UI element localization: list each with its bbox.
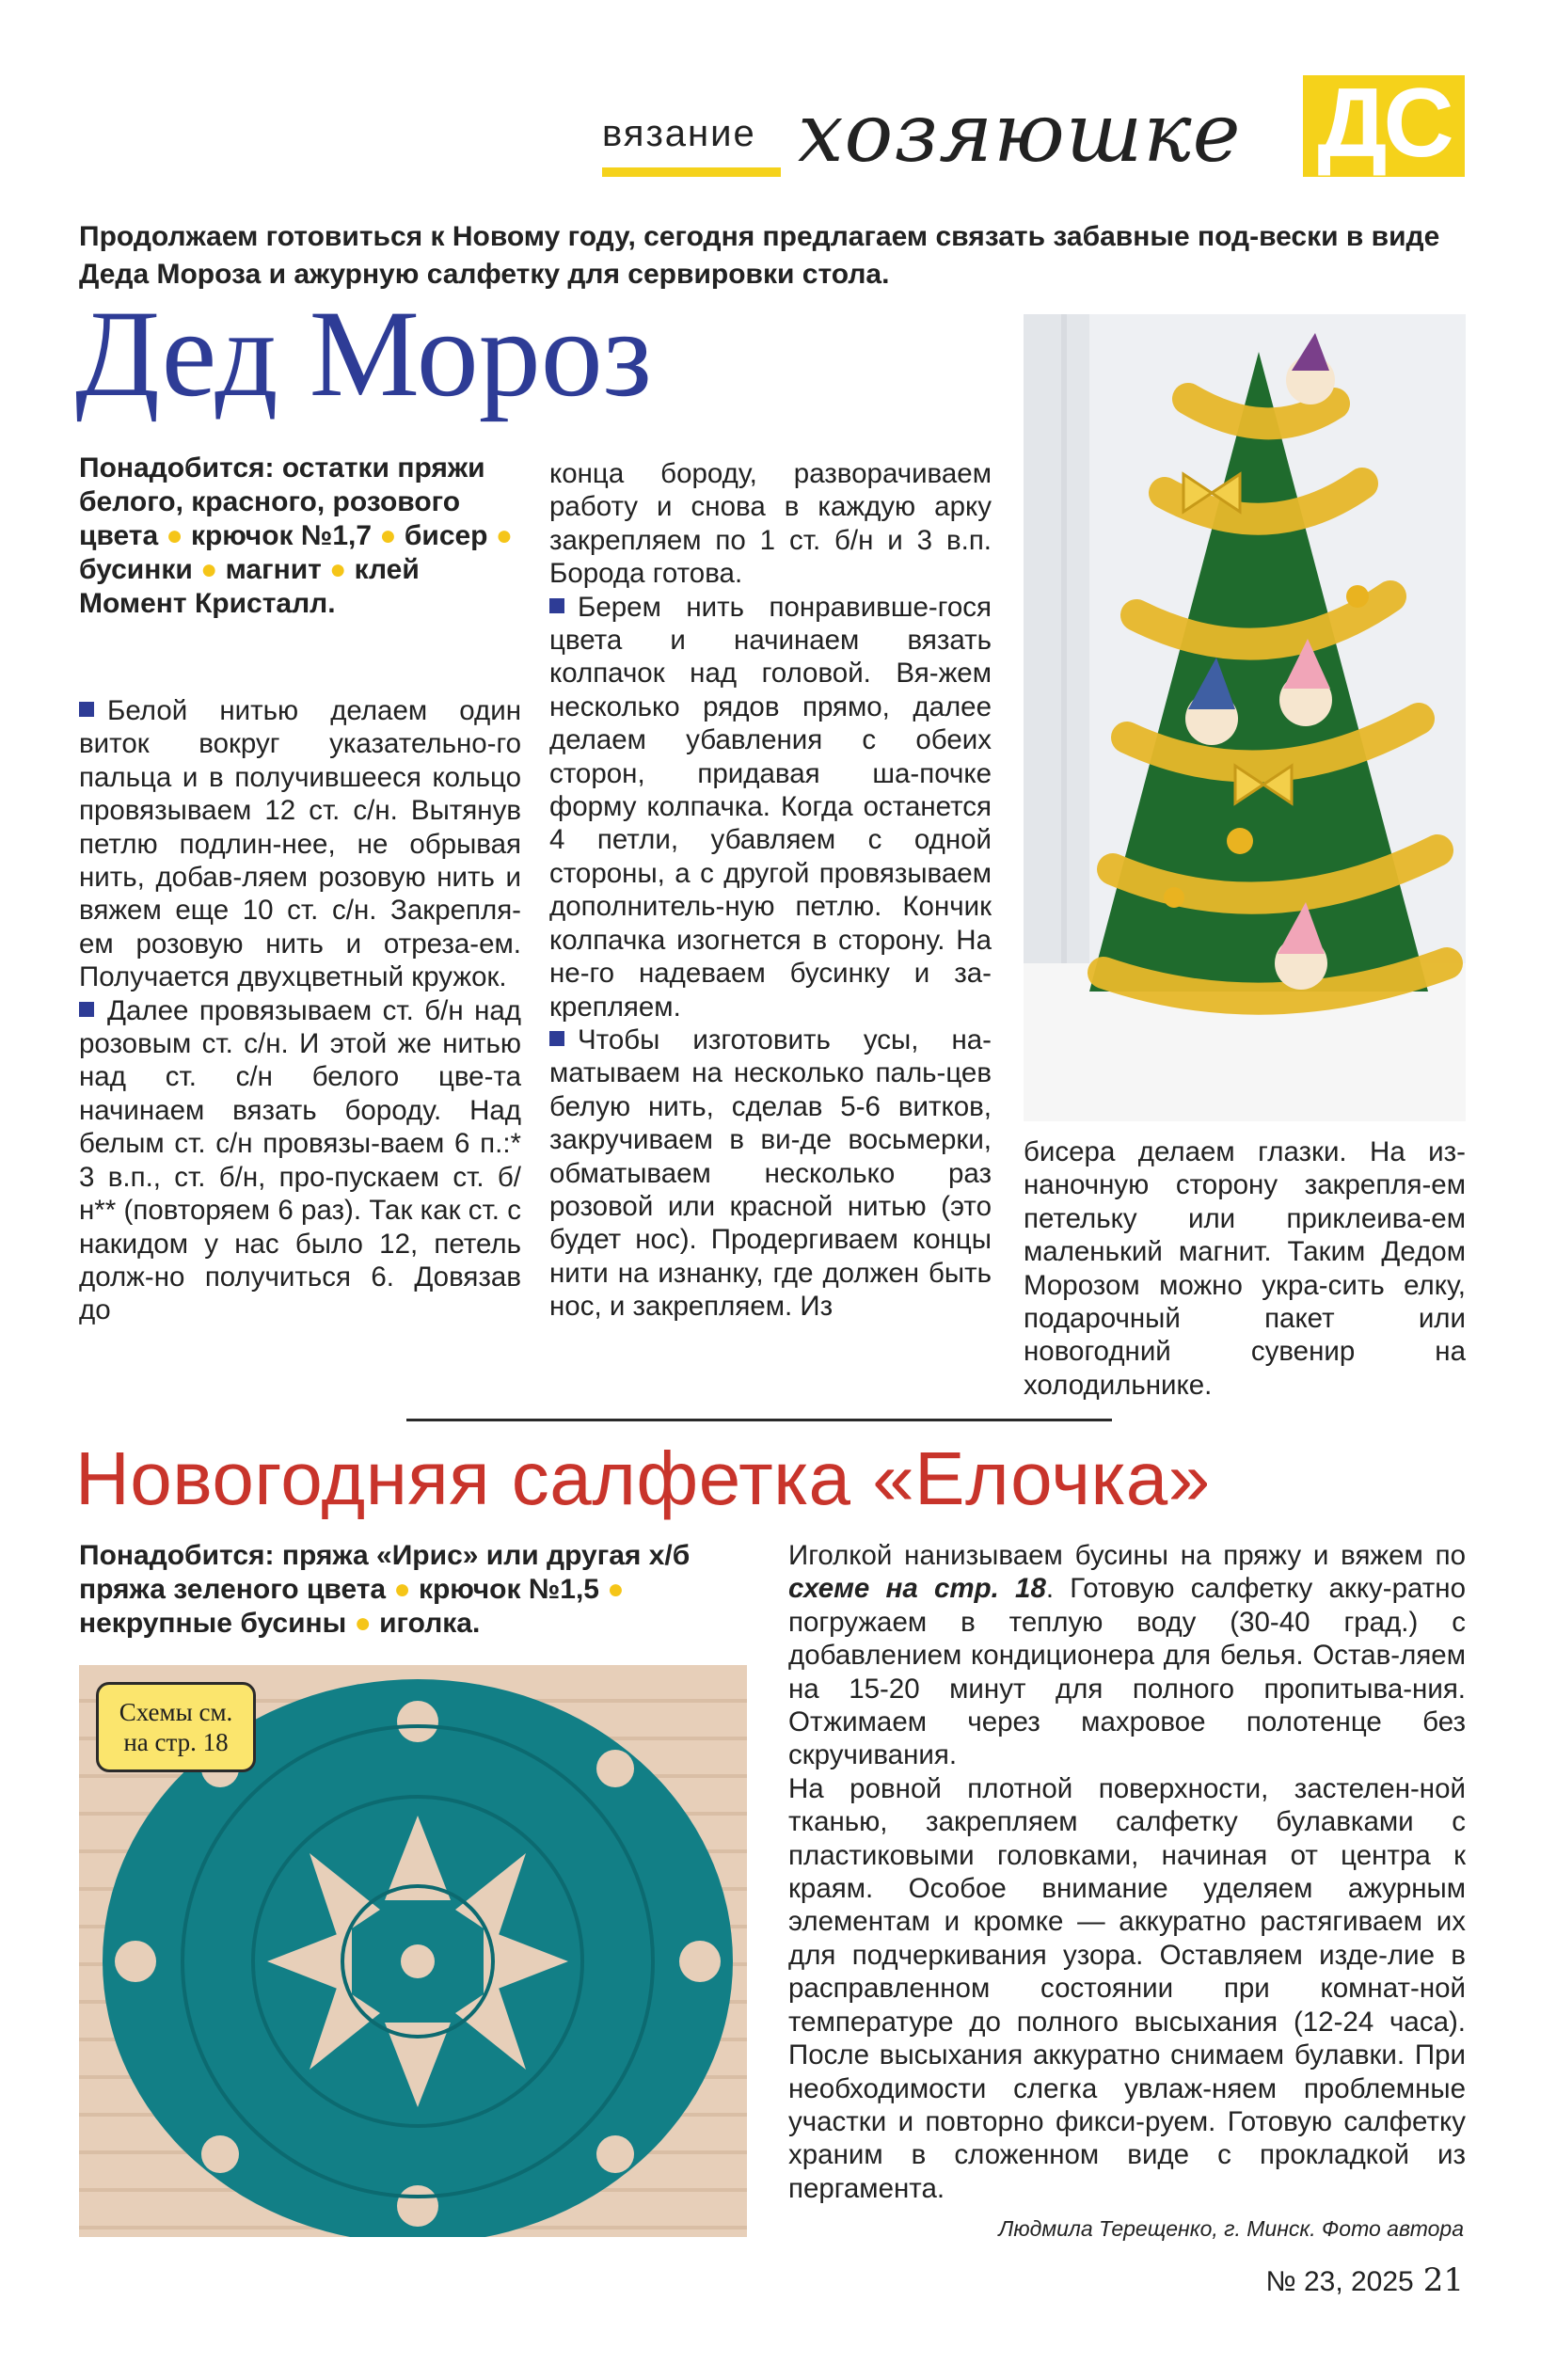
materials-item: крючок №1,5: [418, 1574, 599, 1605]
materials-item: магнит: [225, 554, 322, 585]
photo-christmas-tree: [1024, 314, 1466, 1121]
header-accent-bar: [602, 167, 781, 177]
article-column-4: [788, 1539, 1466, 2205]
article-title-salfetka: Новогодняя салфетка «Елочка»: [75, 1436, 1211, 1520]
materials-item: бисер: [404, 520, 488, 551]
paragraph: [549, 1023, 992, 1324]
paragraph-square-icon: [79, 702, 94, 717]
materials-list: [79, 452, 531, 621]
page-footer: [1253, 2261, 1464, 2299]
paragraph-square-icon: [549, 598, 564, 613]
paragraph: [549, 591, 992, 1023]
bullet-dot-icon: ●: [354, 1608, 372, 1639]
bullet-dot-icon: ●: [393, 1574, 411, 1605]
paragraph-continued: бисера делаем глазки. На из-наночную сторону закрепля-ем петельку или приклеива-ем маленький магнит. Таким Дедом Морозом можно укра-сить елку, подарочный пакет или новогодний сувенир на холодильнике.: [1024, 1136, 1466, 1401]
issue-number: № 23, 2025: [1265, 2266, 1414, 2297]
materials-item: Понадобится: пряжа «Ирис» или другая х/б пряжа зеленого цвета: [79, 1540, 691, 1605]
paragraph-square-icon: [549, 1031, 564, 1046]
photo-crochet-doily: [79, 1665, 747, 2237]
bullet-dot-icon: ●: [607, 1574, 625, 1605]
scheme-link-text: схеме на стр. 18: [788, 1573, 1046, 1605]
rubric-title: хозяюшке: [798, 87, 1242, 181]
author-credit: Людмила Терещенко, г. Минск. Фото автора: [998, 2216, 1464, 2241]
paragraph-text-part: Далее провязываем ст. б/н над розовым ст. с/н. И этой же нитью над ст. с/н белого цве-та начинаем вязать бороду. Над белым ст. с/н провязы-ваем 6 п.:* 3 в.п., ст. б/н, про-пускаем ст. б/н** (повторяем 6 раз). Так как ст. с накидом у нас было 12, петель долж-но получиться 6. Довязав до: [79, 994, 521, 1326]
paragraph: [79, 994, 521, 1327]
bullet-dot-icon: ●: [329, 554, 347, 585]
paragraph: [788, 1539, 1466, 1772]
paragraph: [79, 694, 521, 994]
materials-item: иголка.: [379, 1608, 481, 1639]
bullet-dot-icon: ●: [200, 554, 218, 585]
article-column-2: [549, 457, 992, 1324]
bullet-dot-icon: ●: [495, 520, 513, 551]
section-divider: [406, 1419, 1112, 1421]
magazine-logo: [1303, 69, 1465, 178]
scheme-reference-text: Схемы см. на стр. 18: [119, 1698, 233, 1756]
paragraph-text-part: Иголкой нанизываем бусины на пряжу и вяжем по: [788, 1540, 1466, 1571]
bullet-dot-icon: ●: [166, 520, 183, 551]
article-column-3: [1024, 1135, 1466, 1402]
paragraph-continued: конца бороду, разворачиваем работу и снова в каждую арку закрепляем по 1 ст. б/н и 3 в.п. Борода готова.: [549, 458, 992, 590]
paragraph-text: Берем нить понравивше-гося цвета и начинаем вязать колпачок над головой. Вя-жем несколько рядов прямо, далее делаем убавления с обеих сторон, придавая ша-почке форму колпачка. Когда останется 4 петли, убавляем с одной стороны, а с другой провязываем дополнитель-ную петлю. Кончик колпачка изогнется в сторону. На не-го надеваем бусинку и за-крепляем.: [549, 591, 992, 1023]
materials-item: Понадобится: остатки пряжи белого, красного, розового цвета: [79, 452, 485, 551]
paragraph-text: Белой нитью делаем один виток вокруг указательно-го пальца и в получившееся кольцо провязываем 12 ст. с/н. Вытянув петлю подлин-нее, не обрывая нить, добав-ляем розовую нить и вяжем еще 10 ст. с/н. Закрепля-ем розовую нить и отреза-ем. Получается двухцветный кружок.: [79, 695, 521, 993]
article-title-ded-moroz: Дед Мороз: [75, 284, 652, 422]
paragraph-text-part: . Готовую салфетку акку-ратно погружаем в теплую воду (30-40 град.) с добавлением кондиционера для белья. Остав-ляем на 15-20 минут для полного пропитыва-ния. Отжимаем через махровое полотенце без скручивания.: [788, 1573, 1466, 1771]
logo-text: ДС: [1317, 69, 1451, 178]
materials-item: некрупные бусины: [79, 1608, 347, 1639]
materials-item: бусинки: [79, 554, 193, 585]
bullet-dot-icon: ●: [379, 520, 397, 551]
intro-text: Продолжаем готовиться к Новому году, сегодня предлагаем связать забавные под-вески в виде Деда Мороза и ажурную салфетку для сервировки стола.: [79, 221, 1440, 290]
paragraph-square-icon: [79, 1002, 94, 1017]
paragraph: На ровной плотной поверхности, застелен-ной тканью, закрепляем салфетку булавками с пластиковыми головками, начиная от центра к краям. Особое внимание уделяем ажурным элементам и кромке — аккуратно растягиваем их для подчеркивания узора. Оставляем изде-лие в расправленном состоянии при комнат-ной температуре до полного высыхания (12-24 часа). После высыхания аккуратно снимаем булавки. При необходимости слегка увлаж-няем проблемные участки и повторно фикси-руем. Готовую салфетку храним в сложенном виде с прокладкой из пергамента.: [788, 1772, 1466, 2204]
materials-item: крючок №1,7: [190, 520, 373, 551]
scheme-reference-badge: [96, 1682, 256, 1772]
article-column-1: [79, 694, 521, 1327]
materials-list: [79, 1539, 756, 1641]
paragraph-text-part: Чтобы изготовить усы, на-матываем на несколько паль-цев белую нить, сделав 5-6 витков, закручиваем в ви-де восьмерки, обматываем несколько раз розовой или красной нитью (это будет нос). Продергиваем концы нити на изнанку, где должен быть нос, и закрепляем. Из: [549, 1023, 992, 1323]
page-number: 21: [1422, 2261, 1464, 2299]
materials-item: клей Момент Кристалл.: [79, 554, 420, 619]
section-label: вязание: [602, 113, 756, 154]
